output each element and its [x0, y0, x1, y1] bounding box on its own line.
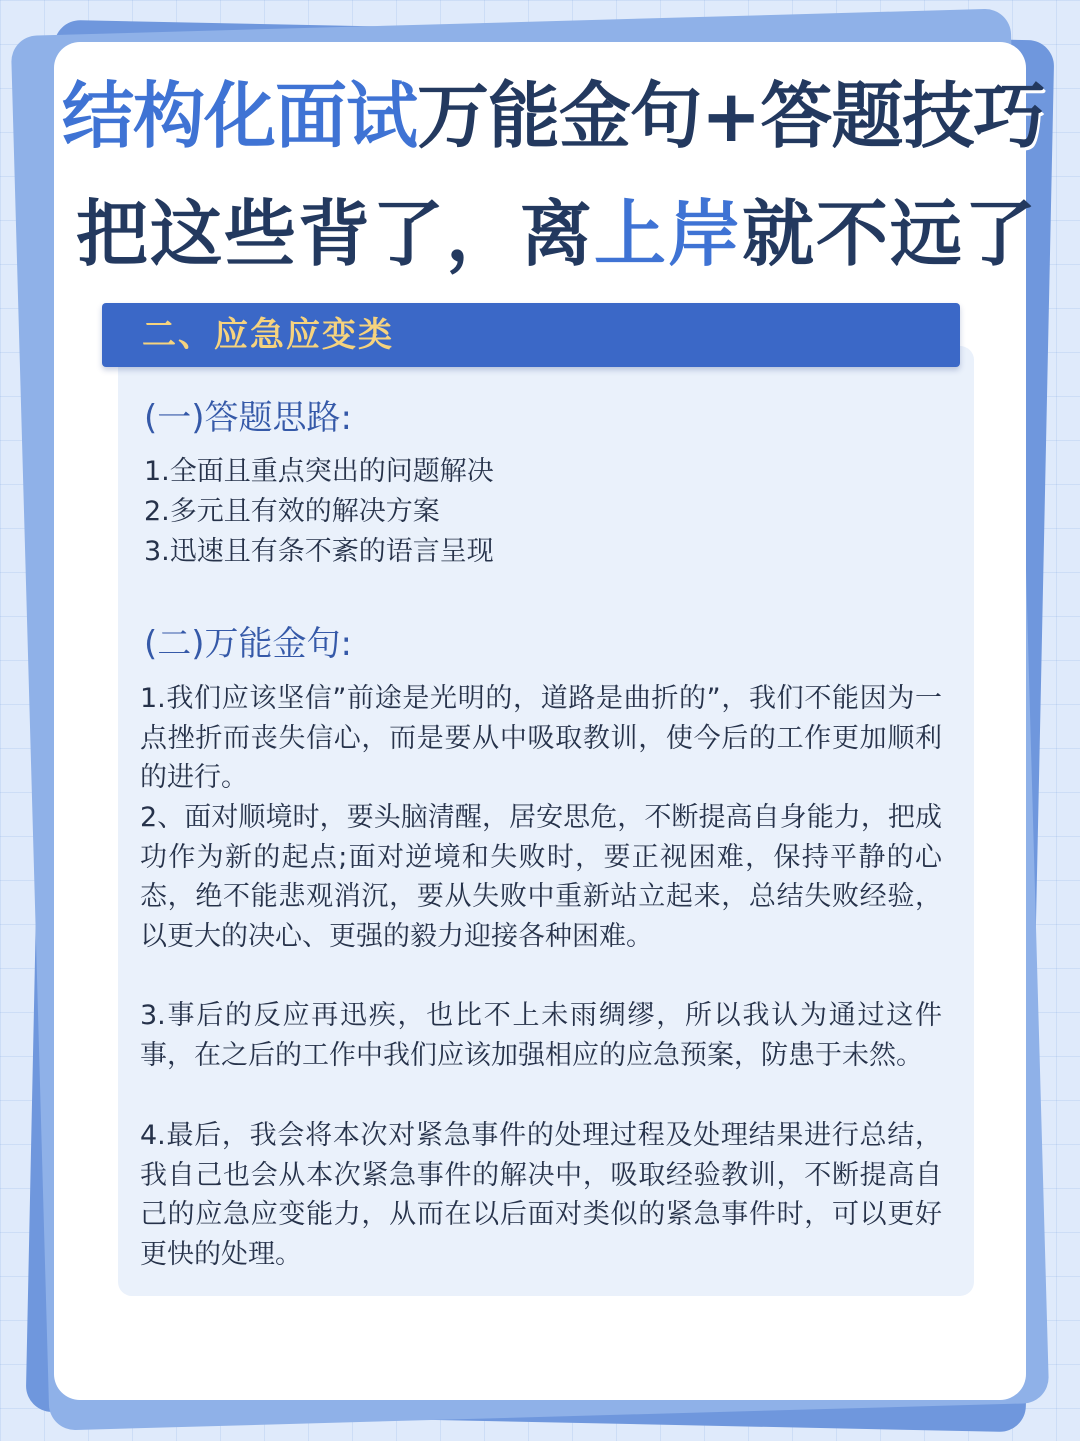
title-line-2-end: 就不远了: [742, 192, 1039, 276]
approach-item: 2.多元且有效的解决方案: [144, 496, 440, 527]
phrases-heading: (二)万能金句:: [144, 624, 352, 664]
title-line-1: [62, 72, 1045, 160]
approach-item: 3.迅速且有条不紊的语言呈现: [144, 536, 494, 567]
section-header-bar: [102, 303, 960, 367]
approach-item: 1.全面且重点突出的问题解决: [144, 456, 494, 487]
phrase-item-4: 4.最后，我会将本次对紧急事件的处理过程及处理结果进行总结，我自己也会从本次紧急事件的解决中，吸取经验教训，不断提高自己的应急应变能力，从而在以后面对类似的紧急事件时，可以更好更快的处理。: [140, 1120, 942, 1271]
phrase-item-2: 2、面对顺境时，要头脑清醒，居安思危，不断提高自身能力，把成功作为新的起点;面对逆境和失败时，要正视困难，保持平静的心态，绝不能悲观消沉，要从失败中重新站立起来，总结失败经验，以更大的决心、更强的毅力迎接各种困难。: [140, 802, 942, 953]
title-line-1-accent: 结构化面试: [62, 74, 418, 158]
title-line-2-highlight: 上岸: [594, 192, 743, 276]
title-line-1-rest: 万能金句+答题技巧: [417, 74, 1045, 158]
phrase-item-3: 3.事后的反应再迅疾，也比不上未雨绸缪，所以我认为通过这件事，在之后的工作中我们应该加强相应的应急预案，防患于未然。: [140, 1000, 942, 1071]
title-line-2: [76, 190, 1039, 278]
phrase-item-1: 1.我们应该坚信”前途是光明的，道路是曲折的”，我们不能因为一点挫折而丧失信心，而是要从中吸取教训，使今后的工作更加顺利的进行。: [140, 683, 942, 794]
title-line-2-start: 把这些背了，离: [76, 192, 595, 276]
section-title: 二、应急应变类: [142, 315, 394, 355]
approach-list: [144, 452, 944, 572]
approach-heading: (一)答题思路:: [144, 398, 352, 438]
